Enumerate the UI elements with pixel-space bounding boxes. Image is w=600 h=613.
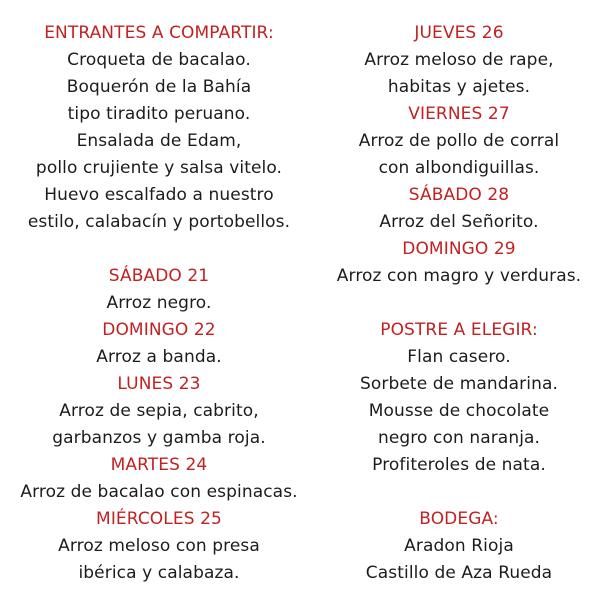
day-dish: Arroz meloso con presa [58,536,260,556]
wine-item: Aradon Rioja [404,536,514,556]
day-heading-martes-24: MARTES 24 [110,455,208,475]
day-heading-domingo-22: DOMINGO 22 [102,320,216,340]
day-heading-miercoles-25: MIÉRCOLES 25 [96,509,222,529]
day-dish: habitas y ajetes. [387,77,531,97]
menu-left-column [0,20,318,587]
day-dish: Arroz de sepia, cabrito, [59,401,259,421]
wine-heading: BODEGA: [419,509,499,529]
wine-section [318,506,600,587]
day-heading-viernes-27: VIERNES 27 [408,104,510,124]
starter-item: Huevo escalfado a nuestro [44,185,274,205]
day-dish: Arroz de bacalao con espinacas. [20,482,298,502]
day-heading-domingo-29: DOMINGO 29 [402,239,516,259]
dessert-item: Mousse de chocolate [368,401,550,421]
day-dish: Arroz con magro y verduras. [336,266,582,286]
dessert-item: Flan casero. [407,347,511,367]
day-dish: garbanzos y gamba roja. [52,428,266,448]
wine-item: Castillo de Aza Rueda [365,563,553,583]
day-dish: Arroz meloso de rape, [364,50,554,70]
day-dish: con albondiguillas. [378,158,540,178]
dessert-heading: POSTRE A ELEGIR: [380,320,538,340]
starter-item: tipo tiradito peruano. [67,104,251,124]
day-heading-jueves-26: JUEVES 26 [414,23,504,43]
day-dish: Arroz de pollo de corral [358,131,560,151]
day-dish: Arroz a banda. [96,347,222,367]
starter-item: pollo crujiente y salsa vitelo. [35,158,283,178]
day-dish: Arroz del Señorito. [379,212,539,232]
starter-item: Ensalada de Edam, [76,131,242,151]
menu-right-column [318,20,600,587]
daily-rice-section [0,263,318,587]
day-dish: ibérica y calabaza. [78,563,240,583]
starter-item: estilo, calabacín y portobellos. [27,212,291,232]
day-heading-sabado-28: SÁBADO 28 [408,185,510,205]
daily-rice-section-continued [318,20,600,290]
day-heading-sabado-21: SÁBADO 21 [108,266,210,286]
starter-item: Croqueta de bacalao. [67,50,251,70]
starters-section [0,20,318,236]
dessert-item: Sorbete de mandarina. [360,374,558,394]
dessert-section [318,317,600,479]
day-heading-lunes-23: LUNES 23 [117,374,201,394]
day-dish: Arroz negro. [106,293,212,313]
starter-item: Boquerón de la Bahía [66,77,252,97]
dessert-item: Profiteroles de nata. [372,455,546,475]
dessert-item: negro con naranja. [377,428,541,448]
starters-heading: ENTRANTES A COMPARTIR: [44,23,274,43]
